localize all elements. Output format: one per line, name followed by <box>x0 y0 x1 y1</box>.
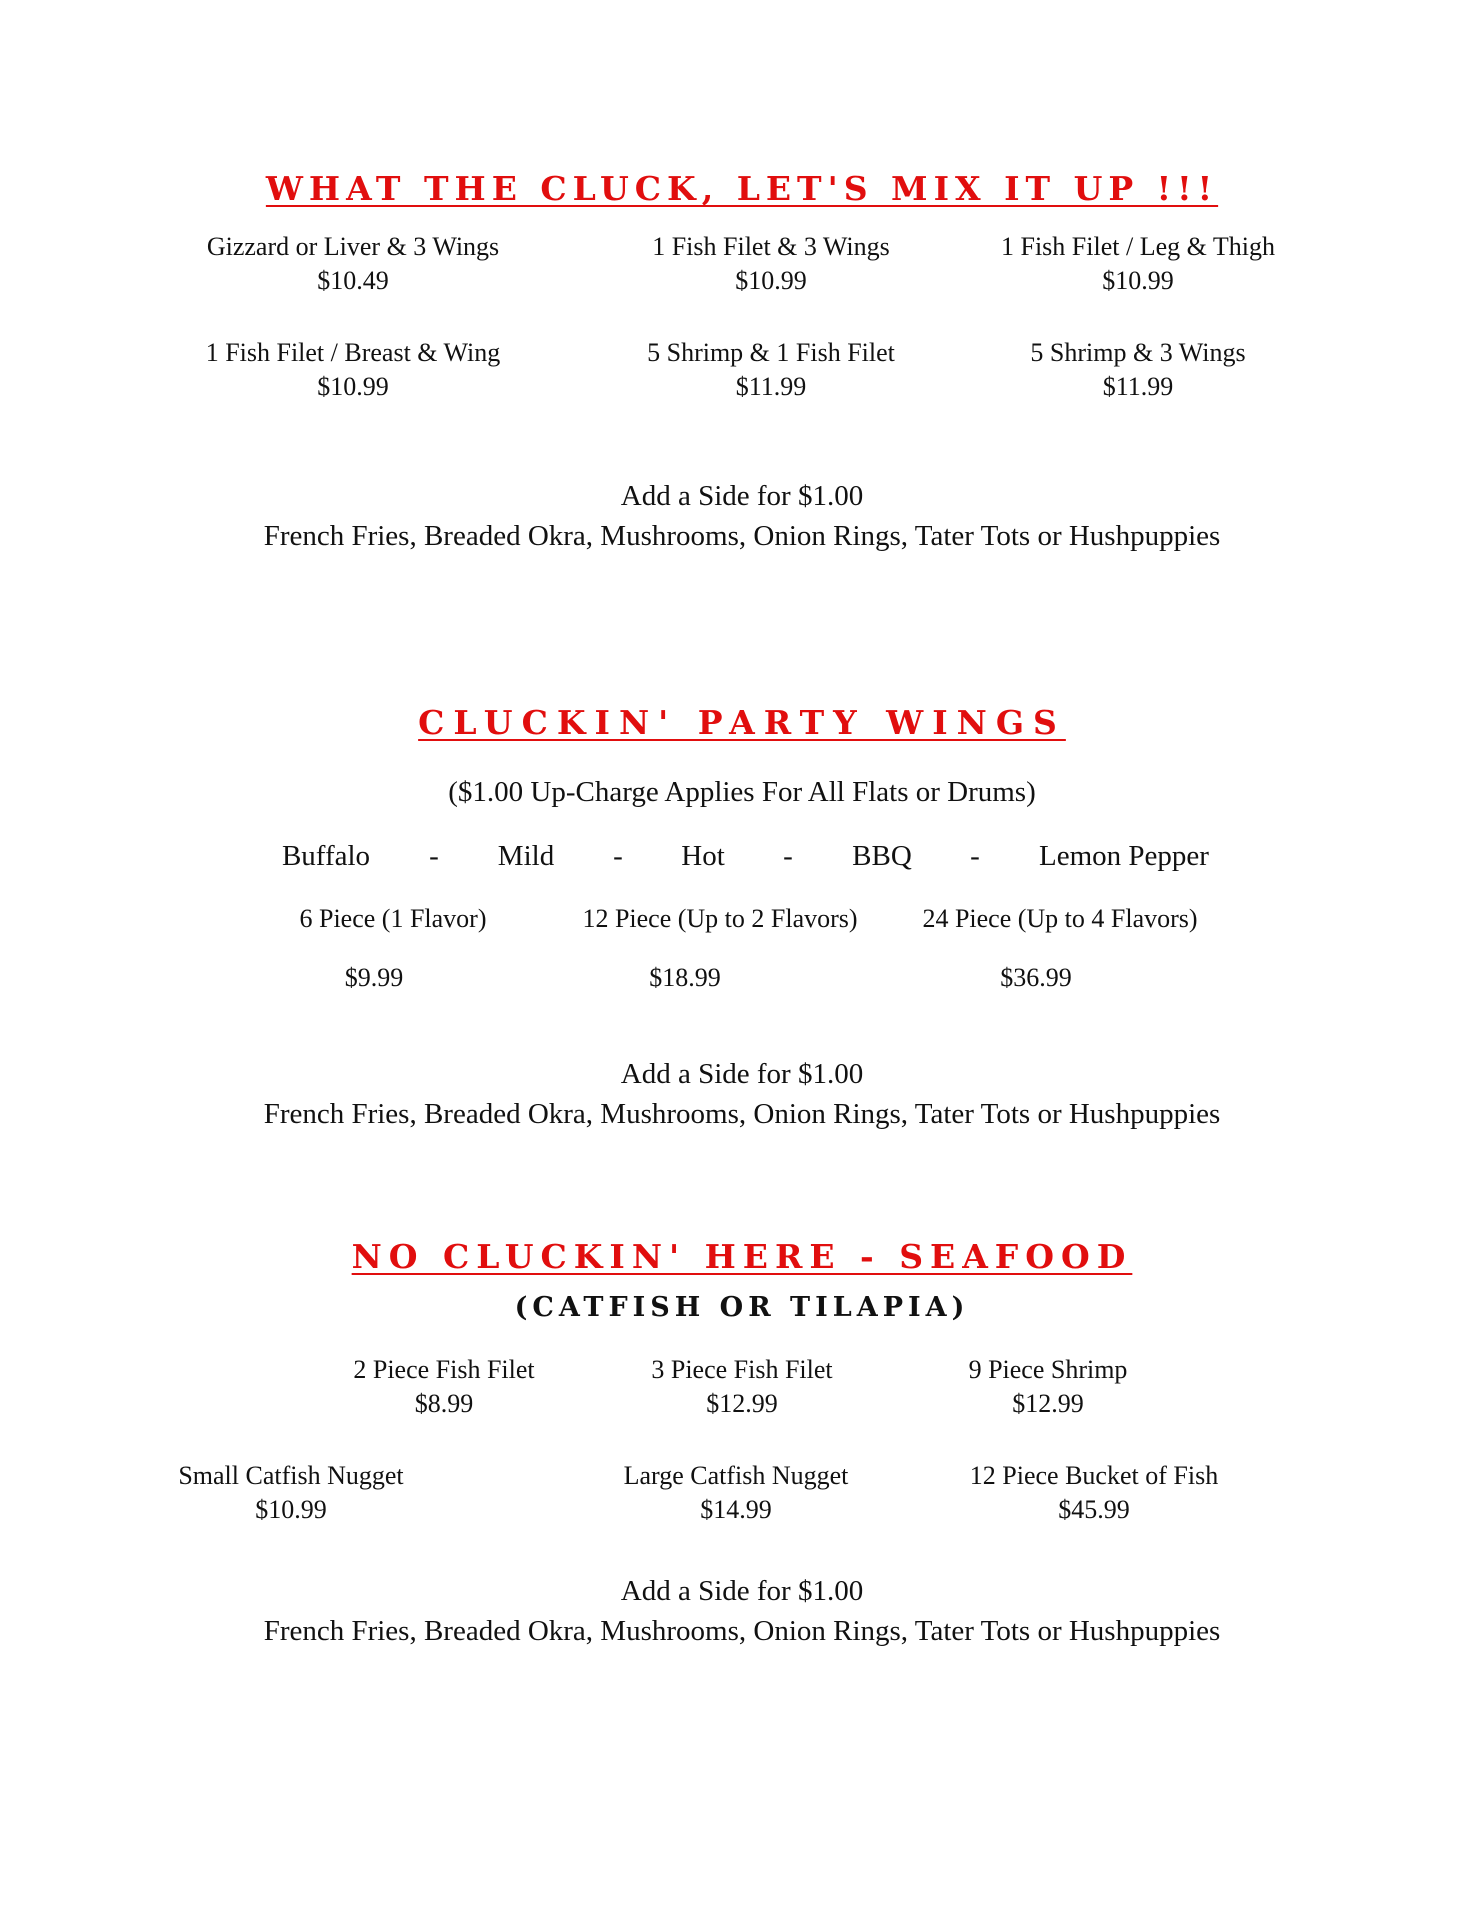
side-options: French Fries, Breaded Okra, Mushrooms, Onion Rings, Tater Tots or Hushpuppies <box>263 1098 1221 1130</box>
item-name: Large Catfish Nugget <box>623 1461 849 1490</box>
flavor-bbq: BBQ <box>852 840 912 872</box>
item-price: $11.99 <box>1102 372 1174 401</box>
item-name: 12 Piece Bucket of Fish <box>969 1461 1219 1490</box>
side-options: French Fries, Breaded Okra, Mushrooms, Onion Rings, Tater Tots or Hushpuppies <box>263 520 1221 552</box>
flavor-lemon-pepper: Lemon Pepper <box>1039 840 1209 872</box>
item-price: $10.99 <box>1102 266 1174 295</box>
flavor-separator: - <box>970 840 980 872</box>
flavor-buffalo: Buffalo <box>281 840 371 872</box>
size-option-label: 24 Piece (Up to 4 Flavors) <box>922 904 1198 933</box>
item-price: $11.99 <box>735 372 807 401</box>
size-option-price: $9.99 <box>344 963 404 992</box>
size-option-price: $36.99 <box>1000 963 1072 992</box>
item-price: $8.99 <box>414 1389 474 1418</box>
size-option-label: 12 Piece (Up to 2 Flavors) <box>582 904 858 933</box>
side-offer-block <box>0 1054 1484 1134</box>
menu-item <box>928 230 1348 298</box>
flavor-separator: - <box>783 840 793 872</box>
menu-item <box>561 230 981 298</box>
item-price: $10.99 <box>735 266 807 295</box>
item-price: $14.99 <box>700 1495 772 1524</box>
item-name: 5 Shrimp & 1 Fish Filet <box>647 338 895 367</box>
side-offer: Add a Side for $1.00 <box>620 1575 864 1607</box>
item-name: 3 Piece Fish Filet <box>651 1355 833 1384</box>
section-title-seafood: NO CLUCKIN' HERE - SEAFOOD <box>351 1237 1133 1276</box>
menu-item <box>526 1459 946 1527</box>
item-name: 1 Fish Filet / Breast & Wing <box>205 338 501 367</box>
menu-item <box>928 336 1348 404</box>
item-name: 1 Fish Filet & 3 Wings <box>652 232 890 261</box>
item-price: $45.99 <box>1058 1495 1130 1524</box>
item-price: $10.99 <box>317 372 389 401</box>
menu-item <box>143 230 563 298</box>
item-name: 9 Piece Shrimp <box>968 1355 1128 1384</box>
menu-item <box>81 1459 501 1527</box>
item-price: $10.49 <box>317 266 389 295</box>
item-price: $12.99 <box>706 1389 778 1418</box>
section-title-party-wings: CLUCKIN' PARTY WINGS <box>418 703 1066 742</box>
item-name: 1 Fish Filet / Leg & Thigh <box>1001 232 1275 261</box>
item-price: $12.99 <box>1012 1389 1084 1418</box>
side-offer: Add a Side for $1.00 <box>620 1058 864 1090</box>
item-name: 2 Piece Fish Filet <box>353 1355 535 1384</box>
side-options: French Fries, Breaded Okra, Mushrooms, Onion Rings, Tater Tots or Hushpuppies <box>263 1615 1221 1647</box>
side-offer: Add a Side for $1.00 <box>620 480 864 512</box>
menu-item <box>143 336 563 404</box>
menu-item <box>838 1353 1258 1421</box>
side-offer-block <box>0 476 1484 556</box>
item-name: 5 Shrimp & 3 Wings <box>1030 338 1246 367</box>
item-name: Gizzard or Liver & 3 Wings <box>206 232 500 261</box>
flavor-separator: - <box>429 840 439 872</box>
menu-item <box>884 1459 1304 1527</box>
size-option-label: 6 Piece (1 Flavor) <box>299 904 487 933</box>
upcharge-note: ($1.00 Up-Charge Applies For All Flats or Drums) <box>448 776 1036 808</box>
item-price: $10.99 <box>255 1495 327 1524</box>
section-subtitle-seafood: (CATFISH OR TILAPIA) <box>514 1292 970 1323</box>
size-option-price: $18.99 <box>649 963 721 992</box>
side-offer-block <box>0 1571 1484 1651</box>
section-title-mix-it-up: WHAT THE CLUCK, LET'S MIX IT UP !!! <box>265 169 1219 208</box>
item-name: Small Catfish Nugget <box>178 1461 404 1490</box>
flavor-mild: Mild <box>497 840 555 872</box>
menu-item <box>561 336 981 404</box>
flavor-separator: - <box>613 840 623 872</box>
flavor-hot: Hot <box>681 840 725 872</box>
